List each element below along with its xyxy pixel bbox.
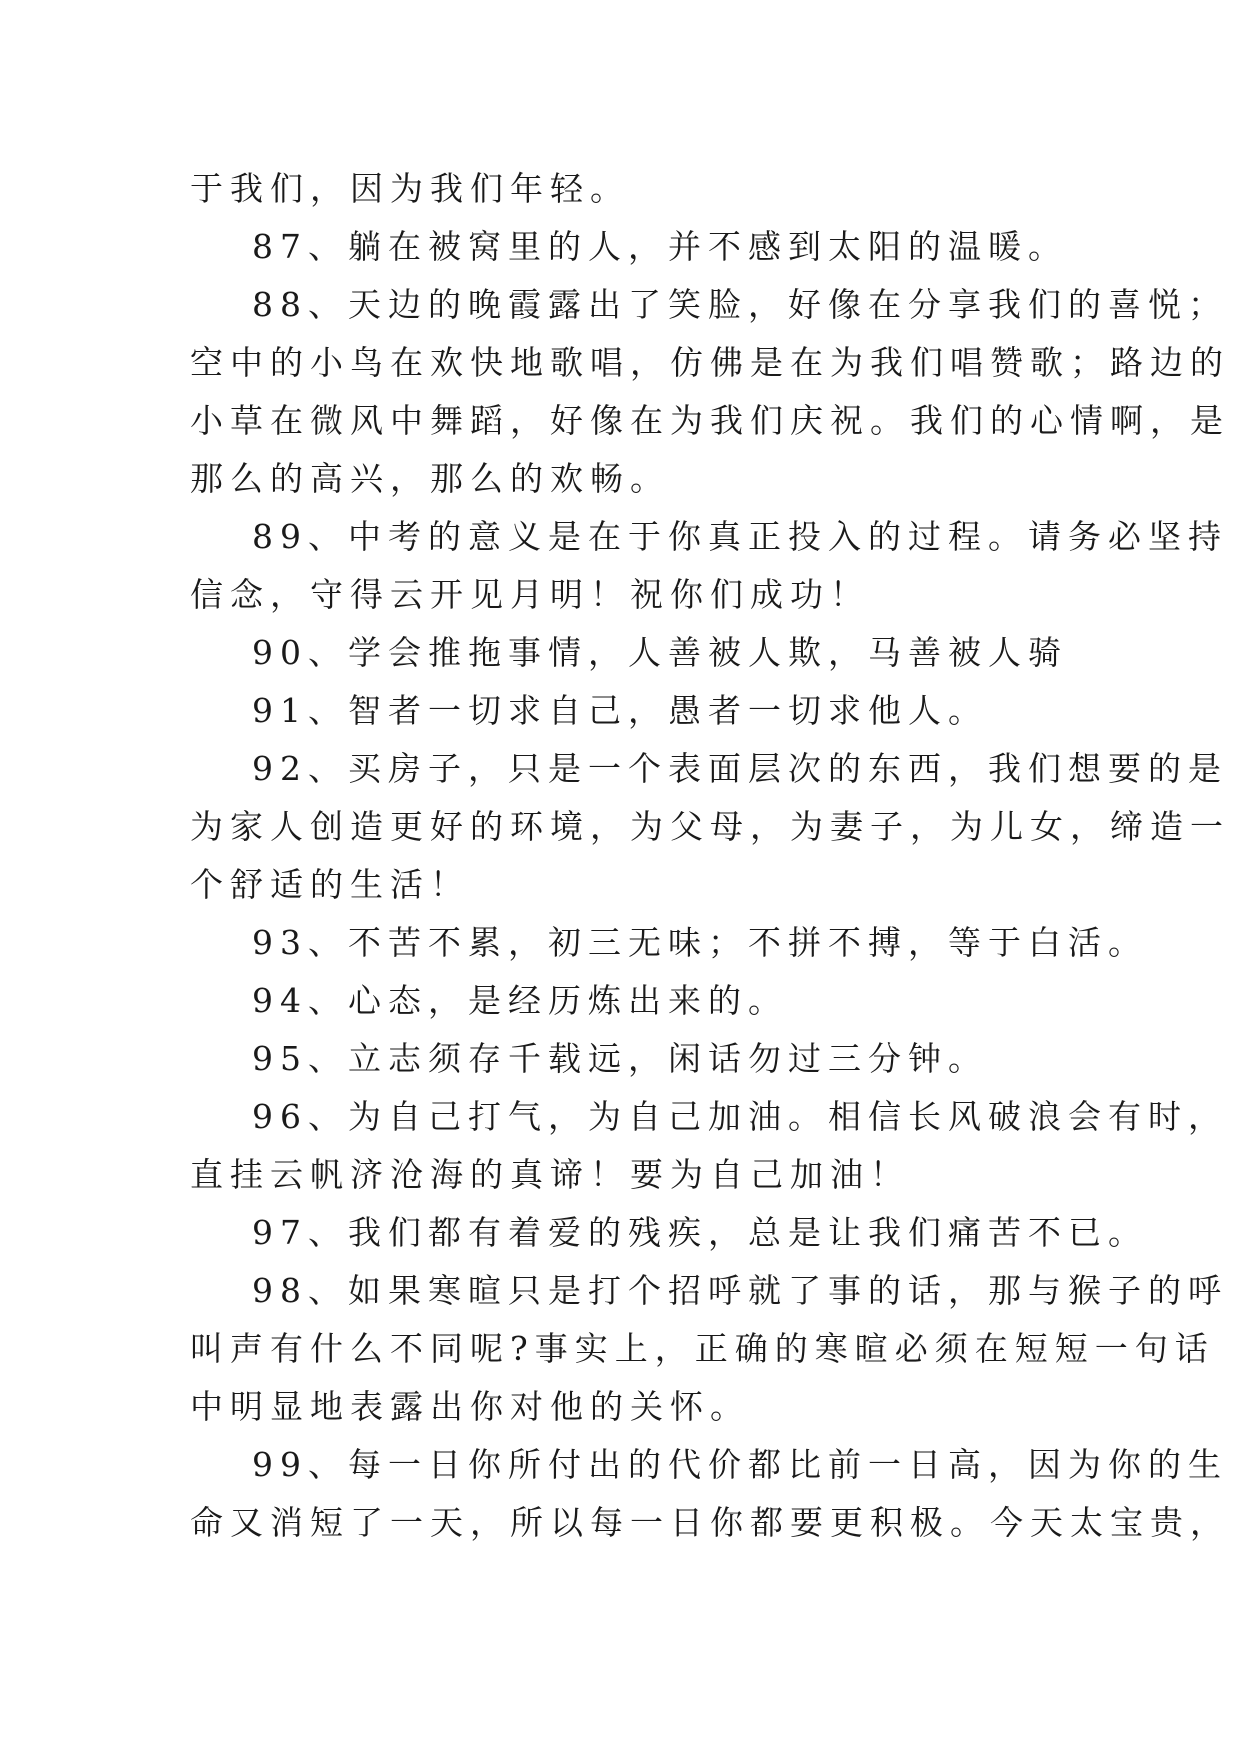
text-line: 91、智者一切求自己，愚者一切求他人。 [252,691,988,730]
text-line: 那么的高兴，那么的欢畅。 [190,459,670,498]
text-line: 93、不苦不累，初三无味；不拼不搏，等于白活。 [252,923,1148,962]
text-line: 94、心态，是经历炼出来的。 [252,981,788,1020]
text-line: 95、立志须存千载远，闲话勿过三分钟。 [252,1039,988,1078]
text-line: 命又消短了一天，所以每一日你都要更积极。今天太宝贵， [190,1503,1230,1542]
text-line: 90、学会推拖事情，人善被人欺，马善被人骑 [252,633,1068,672]
text-line: 空中的小鸟在欢快地歌唱，仿佛是在为我们唱赞歌；路边的 [190,343,1230,382]
text-line: 小草在微风中舞蹈，好像在为我们庆祝。我们的心情啊，是 [190,401,1230,440]
text-line: 97、我们都有着爱的残疾，总是让我们痛苦不已。 [252,1213,1148,1252]
text-line: 89、中考的意义是在于你真正投入的过程。请务必坚持 [252,517,1228,556]
text-line: 中明显地表露出你对他的关怀。 [190,1387,750,1426]
text-line: 92、买房子，只是一个表面层次的东西，我们想要的是 [252,749,1228,788]
text-line: 99、每一日你所付出的代价都比前一日高，因为你的生 [252,1445,1228,1484]
text-line: 96、为自己打气，为自己加油。相信长风破浪会有时， [252,1097,1228,1136]
text-line: 直挂云帆济沧海的真谛！要为自己加油！ [190,1155,910,1194]
text-line: 叫声有什么不同呢?事实上，正确的寒暄必须在短短一句话 [190,1329,1215,1368]
text-line: 于我们，因为我们年轻。 [190,169,630,208]
text-line: 信念，守得云开见月明！祝你们成功！ [190,575,870,614]
text-line: 为家人创造更好的环境，为父母，为妻子，为儿女，缔造一 [190,807,1230,846]
text-line: 个舒适的生活！ [190,865,470,904]
text-line: 88、天边的晚霞露出了笑脸，好像在分享我们的喜悦； [252,285,1228,324]
text-line: 98、如果寒暄只是打个招呼就了事的话，那与猴子的呼 [252,1271,1228,1310]
document-body [190,160,1230,1552]
text-line: 87、躺在被窝里的人，并不感到太阳的温暖。 [252,227,1068,266]
